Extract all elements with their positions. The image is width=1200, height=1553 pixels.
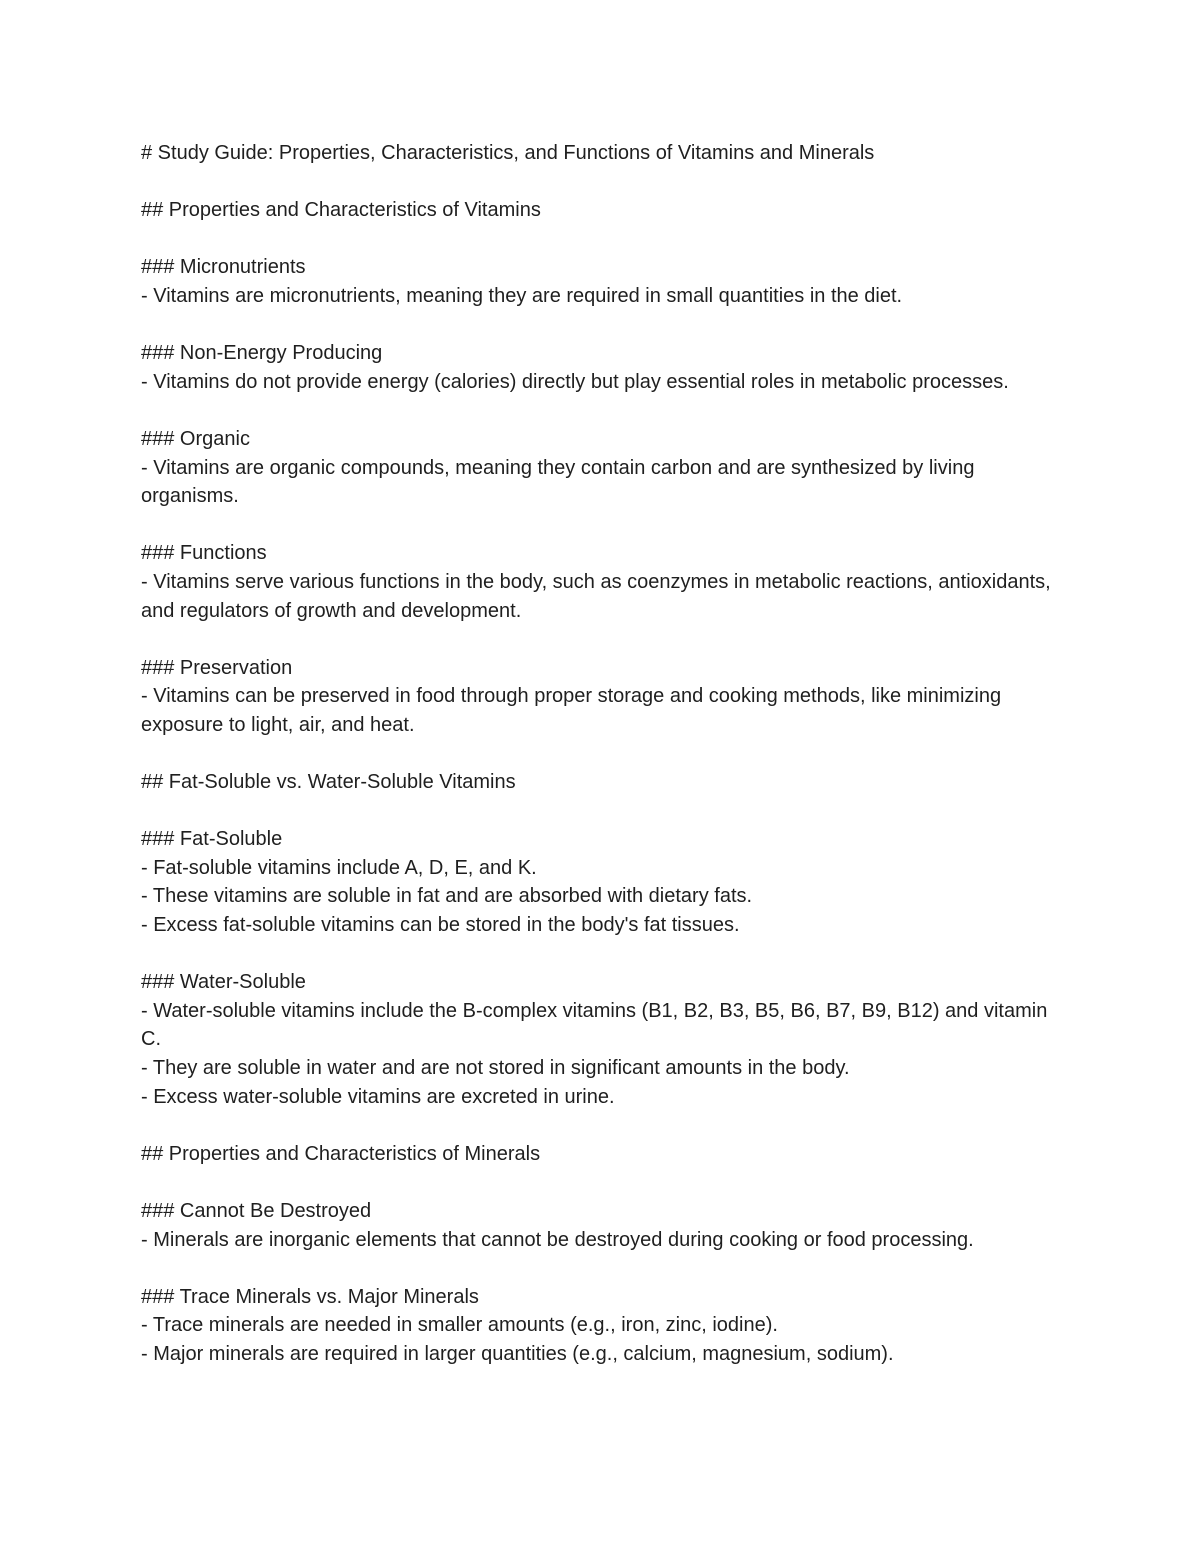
bullet-item: - These vitamins are soluble in fat and are absorbed with dietary fats. [141,885,753,908]
subsection-heading: ### Water-Soluble [141,971,306,994]
spacer [141,1254,1061,1283]
spacer [141,225,1061,254]
spacer [141,797,1061,826]
spacer [141,311,1061,340]
spacer [141,1111,1061,1140]
subsection-heading: ### Fat-Soluble [141,828,283,851]
bullet-item: - Excess water-soluble vitamins are excreted in urine. [141,1085,615,1108]
subsection-heading: ### Trace Minerals vs. Major Minerals [141,1285,479,1308]
bullet-item: - They are soluble in water and are not stored in significant amounts in the body. [141,1057,850,1079]
bullet-item: - Vitamins are organic compounds, meaning they contain carbon and are synthesized by living organisms. [141,456,975,508]
document-body [141,139,1061,1369]
subsection-heading: ### Cannot Be Destroyed [141,1199,372,1222]
section-heading: ## Properties and Characteristics of Minerals [141,1142,541,1165]
spacer [141,739,1061,768]
bullet-item: - Major minerals are required in larger quantities (e.g., calcium, magnesium, sodium). [141,1342,894,1365]
subsection-heading: ### Functions [141,542,267,565]
bullet-item: - Vitamins are micronutrients, meaning they are required in small quantities in the diet. [141,284,903,307]
document-title: # Study Guide: Properties, Characteristics, and Functions of Vitamins and Minerals [141,142,875,164]
subsection-heading: ### Micronutrients [141,256,306,279]
spacer [141,940,1061,969]
bullet-item: - Minerals are inorganic elements that cannot be destroyed during cooking or food processing. [141,1228,974,1251]
bullet-item: - Excess fat-soluble vitamins can be stored in the body's fat tissues. [141,914,740,937]
spacer [141,1168,1061,1197]
bullet-item: - Vitamins serve various functions in the body, such as coenzymes in metabolic reactions, antioxidants, and regulators of growth and development. [141,570,1051,622]
bullet-item: - Trace minerals are needed in smaller amounts (e.g., iron, zinc, iodine). [141,1314,778,1337]
bullet-item: - Vitamins can be preserved in food through proper storage and cooking methods, like minimizing exposure to light, air, and heat. [141,685,1002,736]
spacer [141,511,1061,540]
subsection-heading: ### Organic [141,427,250,450]
section-heading: ## Properties and Characteristics of Vitamins [141,199,541,222]
subsection-heading: ### Non-Energy Producing [141,342,383,365]
spacer [141,625,1061,654]
spacer [141,168,1061,197]
subsection-heading: ### Preservation [141,656,293,679]
spacer [141,396,1061,425]
bullet-item: - Water-soluble vitamins include the B-complex vitamins (B1, B2, B3, B5, B6, B7, B9, B12) and vitamin C. [141,999,1048,1051]
bullet-item: - Vitamins do not provide energy (calories) directly but play essential roles in metabolic processes. [141,370,1009,393]
bullet-item: - Fat-soluble vitamins include A, D, E, and K. [141,856,537,879]
section-heading: ## Fat-Soluble vs. Water-Soluble Vitamins [141,771,516,794]
